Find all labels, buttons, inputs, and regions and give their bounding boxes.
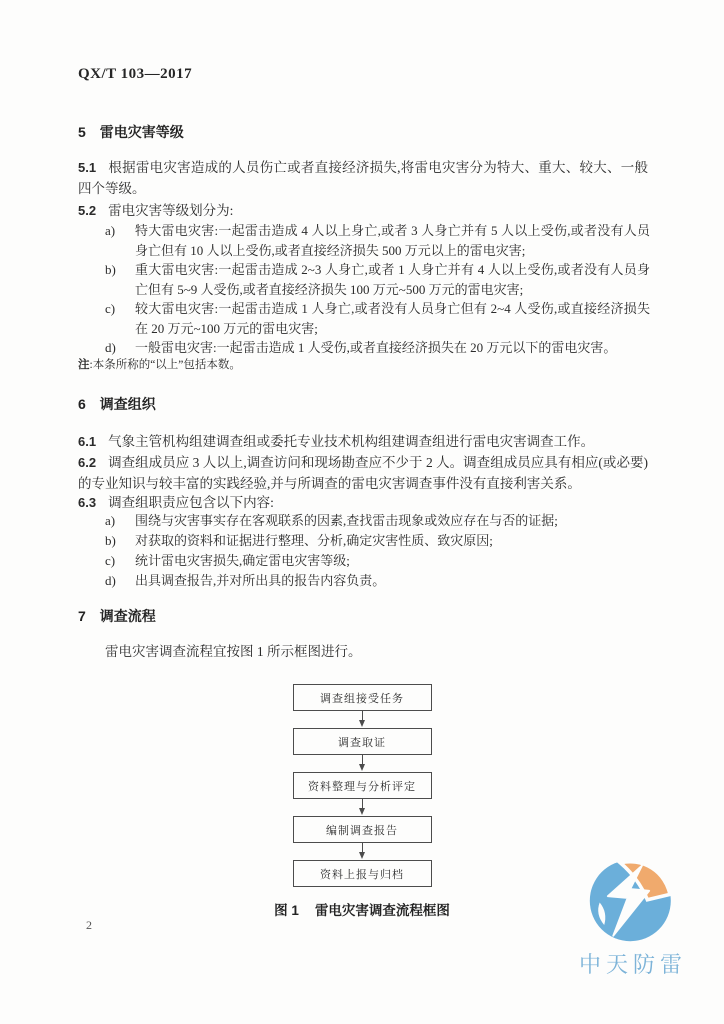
list-item	[78, 260, 650, 299]
list-item	[78, 571, 650, 591]
section-title: 调查流程	[99, 608, 156, 624]
list-marker: d)	[105, 340, 116, 355]
list-marker: b)	[105, 533, 116, 548]
list-text: 特大雷电灾害:一起雷击造成 4 人以上身亡,或者 3 人身亡并有 5 人以上受伤,或者没有人员身亡但有 10 人以上受伤,或者直接经济损失 500 万元以上的雷电灾害;	[135, 223, 650, 258]
clause-text: 调查组成员应 3 人以上,调查访问和现场勘查应不少于 2 人。调查组成员应具有相应(或必要)的专业知识与较丰富的实践经验,并与所调查的雷电灾害调查事件没有直接利害关系。	[78, 455, 648, 491]
arrow-down-icon	[356, 843, 368, 860]
clause-6-3-list	[78, 511, 650, 591]
flowchart-step-2: 调查取证	[293, 728, 432, 755]
clause-6-3	[78, 492, 648, 513]
clause-text: 雷电灾害调查流程宜按图 1 所示框图进行。	[105, 644, 362, 659]
section-number: 5	[78, 124, 86, 140]
arrow-down-icon	[356, 711, 368, 728]
note-label: 注	[78, 359, 90, 371]
clause-6-1	[78, 431, 648, 452]
list-text: 重大雷电灾害:一起雷击造成 2~3 人身亡,或者 1 人身亡并有 4 人以上受伤,或者没有人员身亡但有 5~9 人受伤,或者直接经济损失 100 万元~500 万元的雷电灾害;	[135, 262, 650, 297]
figure-1-flowchart	[0, 684, 724, 887]
section-title: 调查组织	[99, 396, 156, 412]
company-name: 中天防雷	[578, 952, 687, 977]
clause-number: 5.2	[78, 203, 97, 218]
section-6-heading	[78, 394, 156, 414]
clause-text: 气象主管机构组建调查组或委托专业技术机构组建调查组进行雷电灾害调查工作。	[108, 434, 595, 449]
section-7-heading	[78, 606, 156, 626]
list-marker: c)	[105, 301, 116, 316]
list-marker: a)	[105, 223, 116, 238]
document-number-header: QX/T 103—2017	[78, 66, 193, 82]
list-item	[78, 221, 650, 260]
list-item	[78, 511, 650, 531]
clause-6-2	[78, 452, 648, 494]
list-item	[78, 551, 650, 571]
figure-label: 图 1	[274, 903, 299, 918]
page-number: 2	[86, 918, 92, 932]
arrow-down-icon	[356, 755, 368, 772]
clause-number: 5.1	[78, 160, 97, 175]
list-item	[78, 531, 650, 551]
clause-5-1	[78, 157, 648, 199]
list-item	[78, 338, 650, 358]
list-text: 围绕与灾害事实存在客观联系的因素,查找雷击现象或效应存在与否的证据;	[135, 513, 558, 528]
clause-text: 调查组职责应包含以下内容:	[108, 495, 274, 510]
note-text: :本条所称的“以上”包括本数。	[89, 359, 241, 371]
clause-5-2	[78, 200, 648, 221]
clause-number: 6.1	[78, 434, 97, 449]
section-5-heading	[78, 122, 184, 142]
section-number: 7	[78, 608, 86, 624]
list-text: 出具调查报告,并对所出具的报告内容负责。	[135, 573, 386, 588]
section-number: 6	[78, 396, 86, 412]
list-text: 较大雷电灾害:一起雷击造成 1 人身亡,或者没有人员身亡但有 2~4 人受伤,或直接经济损失在 20 万元~100 万元的雷电灾害;	[135, 301, 650, 336]
list-marker: d)	[105, 573, 116, 588]
flowchart-step-3: 资料整理与分析评定	[293, 772, 432, 799]
section-title: 雷电灾害等级	[99, 124, 184, 140]
flowchart-step-1: 调查组接受任务	[293, 684, 432, 711]
list-text: 一般雷电灾害:一起雷击造成 1 人受伤,或者直接经济损失在 20 万元以下的雷电灾害。	[135, 340, 617, 355]
list-item	[78, 299, 650, 338]
figure-title: 雷电灾害调查流程框图	[314, 903, 450, 918]
clause-number: 6.3	[78, 495, 97, 510]
clause-note	[78, 357, 648, 373]
figure-1-caption	[0, 899, 724, 919]
list-marker: c)	[105, 553, 116, 568]
section-7-intro	[78, 641, 648, 662]
clause-5-2-list	[78, 221, 650, 358]
clause-text: 雷电灾害等级划分为:	[108, 203, 234, 218]
list-text: 对获取的资料和证据进行整理、分析,确定灾害性质、致灾原因;	[135, 533, 493, 548]
flowchart-step-5: 资料上报与归档	[293, 860, 432, 887]
flowchart-step-4: 编制调查报告	[293, 816, 432, 843]
clause-number: 6.2	[78, 455, 97, 470]
clause-text: 根据雷电灾害造成的人员伤亡或者直接经济损失,将雷电灾害分为特大、重大、较大、一般四个等级。	[78, 160, 648, 196]
list-marker: a)	[105, 513, 116, 528]
list-marker: b)	[105, 262, 116, 277]
list-text: 统计雷电灾害损失,确定雷电灾害等级;	[135, 553, 350, 568]
arrow-down-icon	[356, 799, 368, 816]
